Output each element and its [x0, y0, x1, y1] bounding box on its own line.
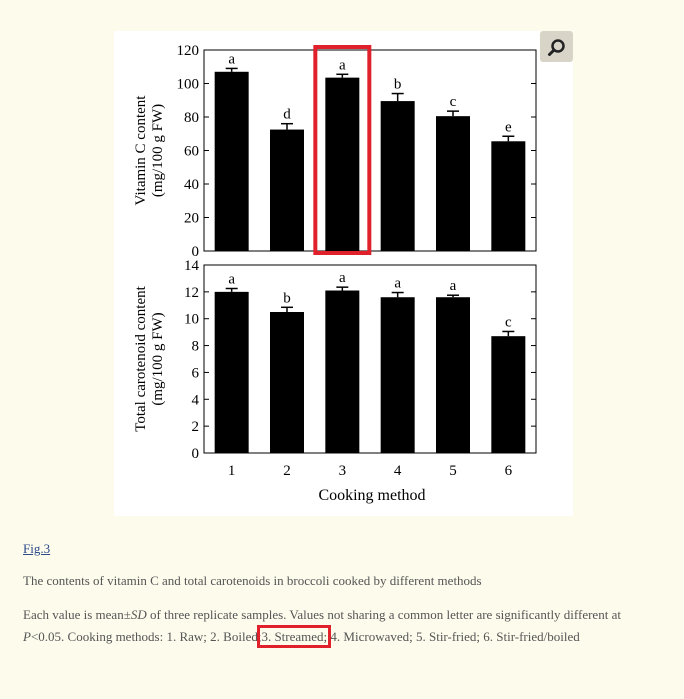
figure-caption-title: The contents of vitamin C and total carotenoids in broccoli cooked by different methods [23, 573, 482, 588]
bar [436, 116, 470, 251]
fig-link[interactable]: Fig.3 [23, 541, 51, 556]
bar [381, 297, 415, 453]
significance-letter: d [283, 106, 291, 123]
significance-letter: b [393, 76, 402, 93]
y-tick-label: 2 [191, 419, 199, 436]
y-tick-label: 14 [184, 258, 199, 274]
significance-letter: a [228, 51, 236, 68]
y-tick-label: 100 [176, 76, 199, 93]
y-tick-label: 60 [184, 143, 199, 160]
streamed-highlight: 3. Streamed; [261, 629, 328, 644]
y-tick-label: 20 [184, 210, 199, 227]
bar [436, 297, 470, 453]
desc-text-3: <0.05. Cooking methods: 1. Raw; 2. Boiled; [30, 629, 262, 644]
desc-text-2: of three replicate samples. Values not sharing a common letter are significantly different at [146, 607, 621, 622]
y-tick-label: 6 [191, 365, 199, 382]
x-tick-label: 2 [283, 463, 291, 479]
significance-letter: a [449, 278, 457, 295]
y-axis-label-line1: Total carotenoid content [133, 286, 149, 432]
bar-chart [114, 31, 573, 516]
y-tick-label: 40 [184, 177, 199, 193]
desc-text-4: 4. Microwaved; 5. Stir-fried; 6. Stir-fried/boiled [327, 629, 580, 644]
x-tick-label: 1 [227, 463, 236, 479]
significance-letter: a [338, 57, 346, 74]
y-tick-label: 0 [191, 446, 199, 462]
bar [215, 72, 249, 251]
x-tick-label: 3 [338, 463, 347, 479]
y-tick-label: 12 [184, 284, 199, 301]
x-tick-label: 5 [449, 463, 457, 479]
desc-text-1: Each value is mean± [23, 607, 131, 622]
significance-letter: c [504, 314, 512, 331]
bar [325, 291, 359, 453]
y-tick-label: 8 [191, 338, 199, 355]
bar [381, 101, 415, 251]
y-axis-label-line2: (mg/100 g FW) [150, 103, 166, 198]
y-tick-label: 4 [191, 392, 199, 409]
magnifier-icon [547, 37, 567, 57]
figure-caption-description [23, 604, 653, 648]
y-tick-label: 10 [184, 311, 199, 328]
significance-letter: a [394, 275, 402, 292]
bar [270, 312, 304, 453]
figure-image[interactable] [114, 31, 573, 516]
y-tick-label: 120 [176, 43, 199, 59]
bar [491, 336, 525, 453]
significance-letter: a [338, 270, 346, 287]
significance-letter: b [283, 290, 291, 307]
significance-letter: e [504, 119, 512, 136]
y-axis-label-line1: Vitamin C content [133, 95, 149, 206]
y-axis-label-line2: (mg/100 g FW) [150, 312, 166, 406]
x-tick-label: 6 [504, 463, 513, 479]
bar [491, 141, 525, 251]
magnify-button[interactable] [540, 31, 573, 62]
bar [325, 78, 359, 251]
bar [270, 130, 304, 251]
y-tick-label: 80 [184, 110, 199, 126]
desc-p: P [23, 629, 31, 644]
x-tick-label: 4 [393, 463, 402, 479]
significance-letter: a [228, 271, 236, 288]
y-tick-label: 0 [191, 244, 199, 260]
plot-frame-2 [204, 265, 536, 453]
significance-letter: c [449, 94, 457, 111]
desc-sd: SD [130, 607, 147, 622]
x-axis-label: Cooking method [318, 487, 426, 504]
bar [215, 292, 249, 453]
